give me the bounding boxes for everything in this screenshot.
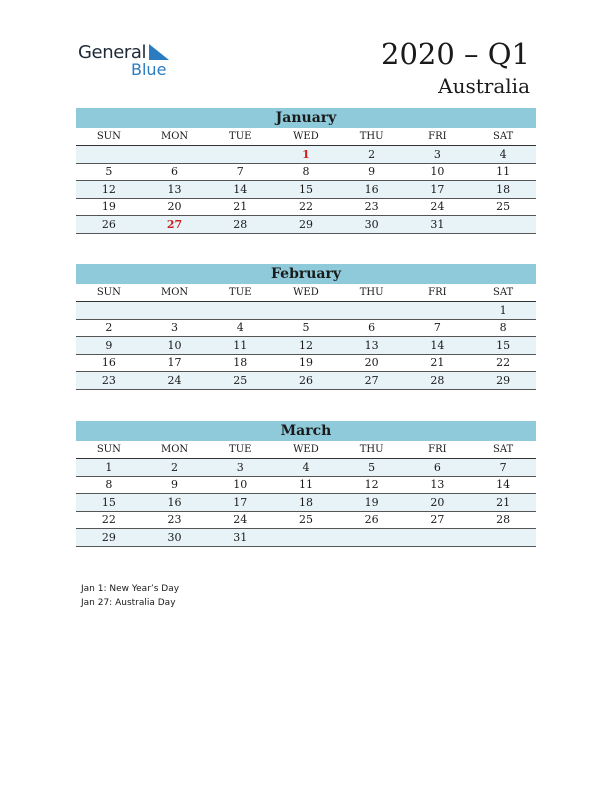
day-cell: 15 [273,181,339,199]
day-cell: 18 [273,494,339,512]
day-cell: 25 [470,198,536,216]
day-cell: 24 [142,372,208,390]
day-cell: 26 [76,216,142,234]
day-cell: 10 [405,163,471,181]
day-cell: 22 [273,198,339,216]
weekday-label: WED [273,128,339,146]
day-cell: 22 [76,511,142,529]
week-row [76,146,536,164]
day-cell: 29 [470,372,536,390]
weekday-label: FRI [405,441,471,459]
day-cell: 29 [76,529,142,547]
day-cell: 14 [470,476,536,494]
day-cell: 2 [339,146,405,164]
day-cell: 23 [76,372,142,390]
calendar-body [76,459,536,547]
day-cell: 9 [339,163,405,181]
weekday-label: SAT [470,284,536,302]
day-cell: 17 [207,494,273,512]
logo-general-text: General [78,42,147,63]
day-cell: 20 [339,354,405,372]
day-cell: 10 [142,337,208,355]
empty-day-cell [207,302,273,320]
day-cell: 10 [207,476,273,494]
weekday-label: MON [142,441,208,459]
day-cell: 4 [207,319,273,337]
week-row [76,198,536,216]
day-cell: 7 [470,459,536,477]
day-cell: 29 [273,216,339,234]
month-header: March [76,421,536,441]
day-cell: 31 [405,216,471,234]
day-cell: 16 [142,494,208,512]
day-cell: 8 [273,163,339,181]
weekday-row [76,128,536,146]
weekday-label: TUE [207,128,273,146]
day-cell: 24 [405,198,471,216]
weekday-label: TUE [207,441,273,459]
day-cell: 16 [76,354,142,372]
day-cell: 27 [405,511,471,529]
day-cell: 14 [405,337,471,355]
day-cell: 21 [470,494,536,512]
empty-day-cell [76,302,142,320]
day-cell: 12 [339,476,405,494]
day-cell: 26 [339,511,405,529]
day-cell: 18 [470,181,536,199]
empty-day-cell [405,529,471,547]
day-cell: 11 [207,337,273,355]
weekday-label: SAT [470,441,536,459]
weekday-label: WED [273,441,339,459]
day-cell: 28 [405,372,471,390]
day-cell: 9 [142,476,208,494]
day-cell: 23 [142,511,208,529]
day-cell: 17 [405,181,471,199]
week-row [76,181,536,199]
day-cell: 13 [142,181,208,199]
week-row [76,302,536,320]
day-cell: 15 [470,337,536,355]
holiday-note: Jan 1: New Year’s Day [81,584,180,594]
day-cell: 11 [273,476,339,494]
day-cell: 19 [76,198,142,216]
weekday-label: FRI [405,284,471,302]
day-cell: 3 [142,319,208,337]
day-cell: 12 [76,181,142,199]
day-cell: 25 [273,511,339,529]
day-cell: 18 [207,354,273,372]
day-cell: 3 [405,146,471,164]
country-name: Australia [438,74,530,98]
empty-day-cell [76,146,142,164]
day-cell: 17 [142,354,208,372]
weekday-label: SAT [470,128,536,146]
day-cell: 13 [339,337,405,355]
day-cell: 8 [470,319,536,337]
day-cell: 15 [76,494,142,512]
day-cell: 9 [76,337,142,355]
day-cell: 16 [339,181,405,199]
day-cell: 2 [76,319,142,337]
day-cell: 23 [339,198,405,216]
week-row [76,372,536,390]
day-cell: 12 [273,337,339,355]
weekday-label: WED [273,284,339,302]
week-row [76,354,536,372]
weekday-label: SUN [76,128,142,146]
week-row [76,337,536,355]
month-header: February [76,264,536,284]
day-cell: 2 [142,459,208,477]
day-cell: 11 [470,163,536,181]
empty-day-cell [470,216,536,234]
empty-day-cell [142,146,208,164]
day-cell: 21 [405,354,471,372]
week-row [76,511,536,529]
holiday-note: Jan 27: Australia Day [81,598,176,608]
logo-blue-text: Blue [131,60,167,79]
day-cell: 13 [405,476,471,494]
week-row [76,494,536,512]
weekday-label: MON [142,284,208,302]
day-cell: 30 [142,529,208,547]
weekday-label: MON [142,128,208,146]
weekday-row [76,441,536,459]
week-row [76,529,536,547]
empty-day-cell [339,529,405,547]
month-calendar-january [76,108,536,234]
week-row [76,216,536,234]
weekday-label: SUN [76,441,142,459]
week-row [76,319,536,337]
day-cell: 28 [207,216,273,234]
day-cell: 6 [339,319,405,337]
week-row [76,459,536,477]
day-cell: 8 [76,476,142,494]
empty-day-cell [273,529,339,547]
holiday-day-cell: 27 [142,216,208,234]
holiday-day-cell: 1 [273,146,339,164]
day-cell: 20 [405,494,471,512]
day-cell: 19 [273,354,339,372]
calendar-grid [76,441,536,547]
day-cell: 27 [339,372,405,390]
weekday-label: THU [339,441,405,459]
month-header: January [76,108,536,128]
weekday-label: FRI [405,128,471,146]
week-row [76,163,536,181]
empty-day-cell [405,302,471,320]
day-cell: 4 [470,146,536,164]
calendar-grid [76,128,536,234]
day-cell: 25 [207,372,273,390]
day-cell: 22 [470,354,536,372]
empty-day-cell [339,302,405,320]
month-calendar-march [76,421,536,547]
day-cell: 21 [207,198,273,216]
empty-day-cell [470,529,536,547]
day-cell: 6 [142,163,208,181]
calendar-body [76,302,536,390]
calendar-grid [76,284,536,390]
week-row [76,476,536,494]
weekday-label: SUN [76,284,142,302]
day-cell: 31 [207,529,273,547]
empty-day-cell [142,302,208,320]
day-cell: 4 [273,459,339,477]
day-cell: 19 [339,494,405,512]
day-cell: 14 [207,181,273,199]
day-cell: 5 [76,163,142,181]
logo [78,42,178,82]
day-cell: 6 [405,459,471,477]
day-cell: 5 [273,319,339,337]
day-cell: 1 [76,459,142,477]
empty-day-cell [207,146,273,164]
day-cell: 20 [142,198,208,216]
day-cell: 1 [470,302,536,320]
day-cell: 7 [207,163,273,181]
empty-day-cell [273,302,339,320]
weekday-row [76,284,536,302]
page-title: 2020 – Q1 [381,37,530,71]
weekday-label: THU [339,128,405,146]
day-cell: 7 [405,319,471,337]
day-cell: 28 [470,511,536,529]
day-cell: 3 [207,459,273,477]
weekday-label: THU [339,284,405,302]
day-cell: 24 [207,511,273,529]
holiday-notes [81,582,179,610]
weekday-label: TUE [207,284,273,302]
month-calendar-february [76,264,536,390]
day-cell: 26 [273,372,339,390]
day-cell: 30 [339,216,405,234]
day-cell: 5 [339,459,405,477]
calendar-body [76,146,536,234]
